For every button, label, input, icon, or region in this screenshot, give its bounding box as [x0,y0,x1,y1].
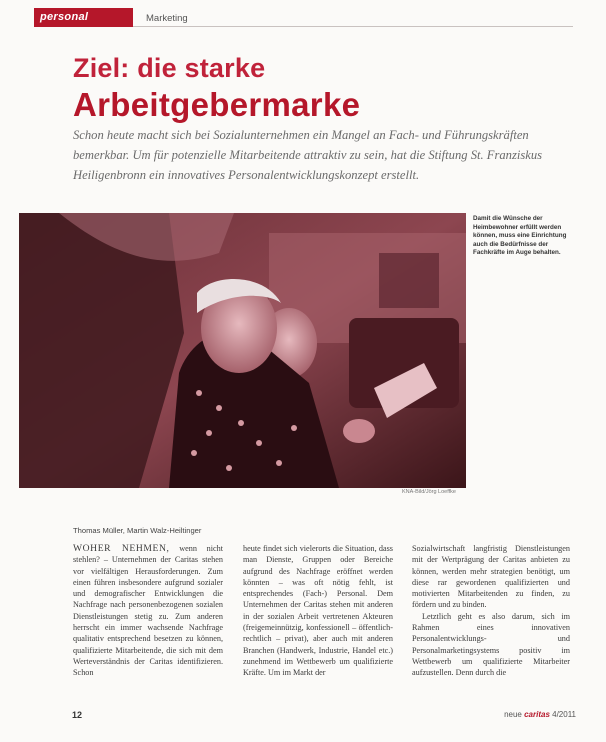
rubric-badge [34,8,133,27]
body-column-3 [412,543,570,679]
column-3-text-1: Sozialwirtschaft langfristig Dienstleistungen mit der Wertprägung der Caritas anbieten zu können, werden mehr strategien benötigt, um diese rar gewordenen qualifizierten und motivierten Mitarbeitenden zu finden, zu fördern und zu binden. [412,544,570,610]
body-column-2 [243,543,393,679]
photo-credit: KNA-Bild/Jörg Loeffke [401,489,456,495]
author-line: Thomas Müller, Martin Walz-Heiltinger [73,526,202,535]
article-photo [19,213,466,488]
photo-caption: Damit die Wünsche der Heimbewohner erfüllt werden können, muss eine Einrichtung auch die Bedürfnisse der Fachkräfte im Auge behalten. [473,215,567,257]
lead-paragraph: Schon heute macht sich bei Sozialunternehmen ein Mangel an Fach- und Führungskräften bemerkbar. Um für potenzielle Mitarbeitende attraktiv zu sein, hat die Stiftung St. Franziskus Heiligenbronn ein innovatives Personalentwicklungskonzept erstellt. [73,128,543,182]
rubric-label: personal [40,11,89,23]
headline-line-1: Ziel: die starke [73,53,266,83]
column-2-text: heute findet sich vielerorts die Situation, dass man Dienste, Gruppen oder Bereiche aufgrund des Nachfrage eröffnet werden könnten – was oft nötig fehlt, ist entsprechendes (Fach-) Personal. Dem Unternehmen der Caritas stehen mit anderen in der sozialen Arbeit vertretenen Akteuren (freigemeinnützig, konfessionell – öffentlich-rechtlich – privat), aber auch mit anderen Branchen (Handwerk, Industrie, Handel etc.) zunehmend im Wettbewerb um qualifizierte Kräfte. Um im Markt der [243,544,393,678]
column-1-text: wenn nicht stehlen? – Unternehmen der Caritas stehen vor vielfältigen Herausforderungen. Zum einen führen insbesondere aufgrund sozialer und demografischer Entwicklungen die Nachfrage nach personenbezogenen sozialen Dienstleistungen stetig zu. Zum anderen herrscht ein immer wachsende Nachfrage qualitativ entsprechend besetzen zu können, qualifizierte Mitarbeitende, die sich mit dem Werteverständnis der Caritas identifizieren. Schon [73,544,224,678]
section-label: Marketing [146,13,188,24]
publication-prefix: neue [504,710,522,719]
header-rule [133,26,573,27]
body-column-1 [73,543,223,679]
publication-footer [504,710,576,719]
opening-caps: WOHER NEHMEN, [73,543,170,554]
page-number: 12 [72,710,83,720]
column-3-text-2: Letztlich geht es also darum, sich im Rahmen eines innovativen Personalentwicklungs- und Personalmarketingsystems positiv im Wettbewerb um qualifizierte Mitarbeiter aufzustellen. Denn durch die [412,611,570,678]
publication-name: caritas [524,710,550,719]
issue-number: 4/2011 [552,710,576,719]
headline-line-2: Arbeitgebermarke [73,86,361,123]
